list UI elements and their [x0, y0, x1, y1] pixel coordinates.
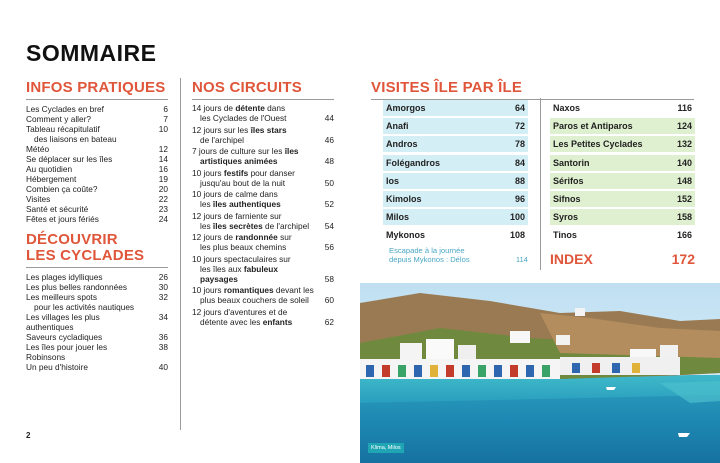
island-page: 132 [676, 139, 692, 150]
text: pour danser [248, 167, 295, 178]
circuit-title [192, 211, 318, 231]
highlight: îles secrètes [212, 220, 263, 231]
island-entry[interactable] [383, 100, 528, 116]
island-entry[interactable] [383, 209, 528, 225]
island-entry[interactable] [550, 118, 695, 134]
divider [192, 99, 334, 100]
island-entry[interactable] [550, 136, 695, 152]
circuit-entry[interactable] [192, 232, 334, 252]
island-name: Mykonos [386, 230, 426, 241]
toc-entry-page: 34 [158, 312, 168, 322]
island-name: Naxos [553, 103, 581, 113]
circuit-page: 46 [324, 134, 334, 145]
toc-entry-line: Visites [26, 194, 51, 204]
toc-entry-title [26, 184, 152, 194]
circuit-entry[interactable] [192, 254, 334, 284]
island-name: Paros et Antiparos [553, 121, 633, 132]
toc-entry[interactable] [26, 342, 168, 362]
index-label: INDEX [550, 251, 593, 268]
toc-entry-line: Santé et sécurité [26, 204, 89, 214]
toc-entry-title [26, 272, 152, 282]
island-name: Syros [553, 212, 579, 223]
toc-entry-title [26, 312, 152, 332]
toc-entry[interactable] [26, 272, 168, 282]
toc-entry-line: Les îles pour jouer les Robinsons [26, 342, 108, 362]
toc-entry[interactable] [26, 204, 168, 214]
toc-entry[interactable] [26, 184, 168, 194]
island-entry[interactable] [550, 191, 695, 207]
escapade-page: 114 [515, 255, 528, 264]
circuit-page: 50 [324, 177, 334, 188]
circuit-page: 48 [324, 156, 334, 166]
visites-title: VISITES ÎLE PAR ÎLE [371, 79, 523, 96]
toc-entry[interactable] [26, 124, 168, 144]
visites-separator [540, 98, 541, 270]
island-page: 158 [676, 212, 692, 223]
toc-entry[interactable] [26, 104, 168, 114]
toc-entry-page: 10 [158, 124, 168, 134]
circuit-title [192, 307, 318, 327]
circuit-title [192, 285, 318, 305]
island-name: Tinos [553, 230, 577, 241]
toc-entry-line: Les plus belles randonnées [26, 282, 128, 292]
highlight: randonnée [235, 232, 278, 242]
circuit-entry[interactable] [192, 103, 334, 123]
visites-right [550, 100, 695, 267]
divider [26, 99, 168, 100]
island-name: Amorgos [386, 103, 426, 113]
circuit-line-1 [192, 211, 314, 221]
highlight: îles stars [250, 124, 287, 135]
island-entry[interactable] [383, 227, 528, 243]
circuit-page: 60 [324, 295, 334, 305]
island-page: 148 [676, 175, 692, 186]
milos-photo [360, 283, 720, 463]
text: devant les [273, 285, 314, 295]
toc-entry-line: Se déplacer sur les îles [26, 154, 113, 164]
toc-entry-title [26, 214, 152, 224]
toc-entry-title [26, 124, 152, 144]
decouvrir-title-2: LES CYCLADES [26, 247, 145, 264]
text: 10 jours [192, 285, 224, 295]
decouvrir-list [26, 272, 168, 372]
circuit-page: 58 [324, 273, 334, 284]
island-name: Anafi [386, 121, 409, 132]
toc-entry[interactable] [26, 362, 168, 372]
highlight: romantiques [223, 285, 274, 295]
island-page: 108 [509, 230, 525, 241]
circuit-line-1 [192, 168, 314, 178]
toc-entry-title [26, 282, 152, 292]
escapade-line-1: Escapade à la journée [389, 245, 465, 255]
island-page: 140 [676, 157, 692, 168]
circuit-page: 52 [324, 199, 334, 209]
toc-entry-page: 32 [158, 292, 168, 302]
circuit-line-2: les plus beaux chemins [200, 242, 287, 252]
toc-entry-title [26, 104, 152, 114]
circuit-line-1 [192, 307, 314, 317]
island-entry[interactable] [383, 191, 528, 207]
island-page: 124 [676, 121, 692, 132]
toc-entry-title [26, 144, 152, 154]
toc-entry[interactable] [26, 312, 168, 332]
toc-entry-title [26, 362, 152, 372]
toc-entry-line: Les plages idylliques [26, 272, 103, 282]
index-entry [550, 251, 695, 267]
toc-entry-page: 6 [163, 104, 168, 114]
island-name: Les Petites Cyclades [553, 139, 643, 150]
toc-entry-title [26, 174, 152, 184]
circuit-entry[interactable] [192, 307, 334, 327]
text: sur [277, 232, 292, 242]
island-name: Milos [386, 212, 410, 223]
escapade-line-2 [383, 255, 528, 265]
island-page: 64 [514, 103, 525, 113]
island-page: 96 [514, 193, 525, 204]
toc-entry-line: Tableau récapitulatif [26, 124, 100, 134]
toc-entry-page: 38 [158, 342, 168, 352]
circuit-page: 54 [324, 220, 334, 231]
circuit-title [192, 125, 318, 145]
island-name: Ios [386, 175, 400, 186]
page-title: SOMMAIRE [26, 40, 157, 66]
toc-entry-line: pour les activités nautiques [34, 302, 135, 312]
text: 10 jours [192, 167, 224, 178]
toc-entry-title [26, 164, 152, 174]
toc-entry-line: Comment y aller? [26, 114, 92, 124]
circuits-column [192, 80, 334, 328]
page-number: 2 [26, 431, 31, 440]
highlight: îles authentiques [212, 199, 281, 209]
toc-entry-page: 24 [158, 214, 168, 224]
toc-entry-page: 19 [158, 174, 168, 184]
toc-entry-line: Hébergement [26, 174, 77, 184]
text: 14 jours de [192, 103, 236, 113]
text: 10 jours de calme dans [192, 189, 278, 199]
island-entry[interactable] [550, 209, 695, 225]
island-page: 88 [514, 175, 525, 186]
toc-entry[interactable] [26, 214, 168, 224]
island-name: Sérifos [553, 175, 584, 186]
toc-entry-title [26, 154, 152, 164]
toc-entry-page: 30 [158, 282, 168, 292]
toc-entry-title [26, 332, 152, 342]
island-entry[interactable] [383, 173, 528, 189]
infos-list [26, 104, 168, 224]
highlight: îles [284, 146, 299, 156]
circuit-entry[interactable] [192, 168, 334, 188]
circuit-title [192, 189, 318, 209]
toc-entry-line: Au quotidien [26, 164, 73, 174]
circuit-entry[interactable] [192, 125, 334, 145]
toc-entry-title [26, 204, 152, 214]
island-page: 152 [676, 193, 692, 204]
toc-entry-page: 14 [158, 154, 168, 164]
toc-entry-page: 36 [158, 332, 168, 342]
toc-entry-title [26, 114, 152, 124]
island-entry[interactable] [383, 118, 528, 134]
circuit-line-1 [192, 254, 314, 264]
toc-entry-title [26, 292, 152, 312]
island-name: Andros [386, 139, 418, 150]
toc-entry-page: 12 [158, 144, 168, 154]
circuit-line-1 [192, 146, 314, 156]
circuit-line-1 [192, 232, 314, 242]
island-page: 78 [514, 139, 525, 150]
text: 7 jours de culture sur les [192, 146, 285, 156]
circuit-line-1 [192, 103, 314, 113]
toc-entry-title [26, 194, 152, 204]
toc-entry[interactable] [26, 332, 168, 342]
circuit-line-1 [192, 189, 314, 199]
circuit-line-2: les îles aux fabuleux paysages [200, 263, 278, 284]
escapade-text: depuis Mykonos : Délos [389, 255, 470, 264]
island-entry[interactable] [550, 100, 695, 116]
highlight: fabuleux paysages [200, 263, 278, 284]
circuit-line-2: les îles authentiques [200, 199, 281, 209]
toc-entry-page: 23 [158, 204, 168, 214]
island-name: Santorin [553, 157, 590, 168]
toc-entry-page: 40 [158, 362, 168, 372]
toc-entry-page: 26 [158, 272, 168, 282]
photo-caption: Klima, Milos [368, 443, 404, 453]
island-page: 116 [677, 103, 692, 113]
highlight: détente [235, 103, 265, 113]
highlight: artistiques animées [200, 156, 278, 166]
toc-entry[interactable] [26, 164, 168, 174]
toc-entry-line: Combien ça coûte? [26, 184, 98, 194]
highlight: festifs [223, 167, 249, 178]
infos-column [26, 80, 168, 372]
toc-entry-title [26, 342, 152, 362]
toc-entry-page: 20 [158, 184, 168, 194]
toc-entry-line: Météo [26, 144, 50, 154]
circuit-entry[interactable] [192, 146, 334, 166]
circuits-list [192, 103, 334, 327]
column-separator [180, 78, 181, 430]
toc-entry-page: 7 [163, 114, 168, 124]
island-name: Kimolos [386, 193, 422, 204]
island-page: 100 [509, 212, 525, 223]
toc-entry[interactable] [26, 292, 168, 312]
circuit-page: 44 [324, 113, 334, 123]
toc-entry[interactable] [26, 194, 168, 204]
infos-title: INFOS PRATIQUES [26, 79, 166, 96]
text: dans [264, 103, 286, 113]
island-entry[interactable] [550, 155, 695, 171]
island-entry[interactable] [550, 173, 695, 189]
toc-entry-page: 16 [158, 164, 168, 174]
toc-entry-line: Un peu d'histoire [26, 362, 89, 372]
decouvrir-title-1: DÉCOUVRIR [26, 231, 118, 248]
circuit-line-2: plus beaux couchers de soleil [200, 295, 309, 305]
toc-entry[interactable] [26, 154, 168, 164]
text: 10 jours spectaculaires sur [192, 253, 291, 264]
toc-entry-line: des liaisons en bateau [34, 134, 117, 144]
toc-entry-line: Les meilleurs spots [26, 292, 98, 302]
circuit-title [192, 254, 318, 284]
divider [26, 267, 168, 268]
circuit-title [192, 168, 318, 188]
highlight: enfants [262, 316, 293, 327]
index-page: 172 [671, 251, 695, 268]
circuit-page: 62 [324, 316, 334, 327]
toc-entry-line: Saveurs cycladiques [26, 332, 103, 342]
circuit-line-2: les îles secrètes de l'archipel [200, 220, 310, 231]
photo-illustration [360, 283, 720, 463]
circuit-line-2 [192, 156, 314, 166]
circuit-page: 56 [324, 242, 334, 252]
text: 12 jours de [192, 232, 236, 242]
toc-entry[interactable] [26, 282, 168, 292]
toc-entry-line: Les Cyclades en bref [26, 104, 104, 114]
circuit-title [192, 232, 318, 252]
toc-entry[interactable] [26, 174, 168, 184]
circuit-line-2: les Cyclades de l'Ouest [200, 113, 287, 123]
circuit-entry[interactable] [192, 211, 334, 231]
toc-entry-line: Les villages les plus authentiques [26, 312, 100, 332]
island-page: 72 [514, 121, 525, 132]
island-name: Folégandros [386, 157, 441, 168]
island-entry[interactable] [383, 155, 528, 171]
island-entry[interactable] [383, 136, 528, 152]
toc-entry[interactable] [26, 114, 168, 124]
circuit-line-1 [192, 125, 314, 135]
text: 12 jours sur les [192, 124, 251, 135]
island-page: 166 [676, 230, 692, 241]
circuits-title: NOS CIRCUITS [192, 79, 302, 96]
island-page: 84 [514, 157, 525, 168]
circuit-title [192, 103, 318, 123]
circuit-line-1 [192, 285, 314, 295]
circuit-title [192, 146, 318, 166]
island-entry[interactable] [550, 227, 695, 243]
toc-entry-line: Fêtes et jours fériés [26, 214, 99, 224]
toc-entry-page: 22 [158, 194, 168, 204]
visites-left [383, 100, 528, 265]
island-name: Sifnos [553, 193, 581, 204]
circuit-line-2: détente avec les enfants [200, 316, 293, 327]
circuit-entry[interactable] [192, 189, 334, 209]
circuit-line-2: jusqu'au bout de la nuit [200, 177, 286, 188]
circuit-entry[interactable] [192, 285, 334, 305]
text: 12 jours de farniente sur [192, 210, 282, 221]
circuit-line-2: de l'archipel [200, 134, 245, 145]
text: 12 jours d'aventures et de [192, 306, 288, 317]
toc-entry[interactable] [26, 144, 168, 154]
